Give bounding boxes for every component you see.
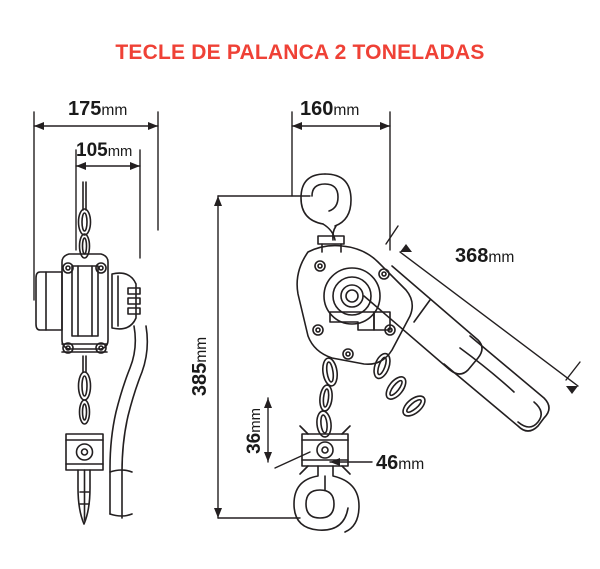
dim-value-36: 36 bbox=[243, 432, 265, 454]
dim-unit-160: mm bbox=[333, 102, 360, 119]
dim-value-175: 175 bbox=[68, 98, 102, 120]
dim-value-368: 368 bbox=[455, 245, 489, 267]
dim-label-368 bbox=[455, 245, 514, 268]
side-lever-head bbox=[112, 273, 140, 329]
side-body bbox=[36, 254, 108, 353]
dim-unit-46: mm bbox=[398, 456, 425, 473]
dim-label-175 bbox=[68, 98, 127, 121]
dim-unit-105: mm bbox=[107, 144, 133, 160]
front-top-hook bbox=[301, 174, 351, 252]
page-title: TECLE DE PALANCA 2 TONELADAS bbox=[115, 41, 485, 64]
dim-unit-36: mm bbox=[247, 408, 264, 433]
dim-value-46: 46 bbox=[376, 452, 399, 474]
side-view-group bbox=[34, 112, 158, 524]
side-top-chain bbox=[79, 182, 91, 258]
front-body bbox=[297, 246, 412, 365]
dim-label-385 bbox=[189, 337, 212, 396]
dim-label-36 bbox=[244, 408, 266, 454]
dim-36-line bbox=[264, 398, 310, 468]
side-lever-handle bbox=[110, 326, 147, 518]
front-bottom-hook bbox=[294, 426, 359, 532]
front-lever-arm bbox=[364, 266, 549, 431]
side-bottom-chain-hook bbox=[66, 356, 103, 524]
dim-value-105: 105 bbox=[76, 140, 108, 161]
dim-label-46 bbox=[376, 452, 424, 475]
dim-385-line bbox=[214, 196, 310, 518]
dim-label-160 bbox=[300, 98, 359, 121]
dim-unit-175: mm bbox=[101, 102, 128, 119]
dim-unit-368: mm bbox=[488, 249, 515, 266]
dim-value-385: 385 bbox=[189, 362, 212, 397]
dim-value-160: 160 bbox=[300, 98, 334, 120]
dim-unit-385: mm bbox=[193, 336, 211, 363]
dim-label-105 bbox=[76, 140, 132, 162]
